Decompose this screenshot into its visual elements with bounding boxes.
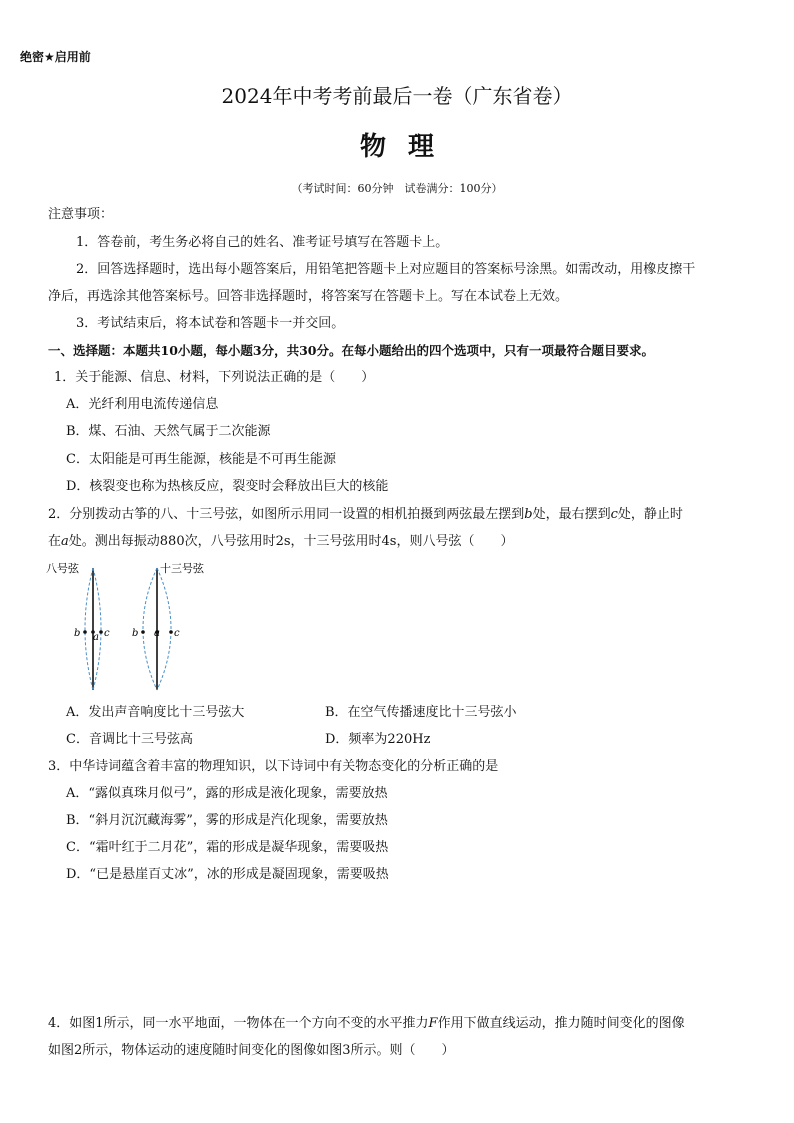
q2-option-b: B．在空气传播速度比十三号弦小: [325, 705, 517, 720]
notes-item-1: 1．答卷前，考生务必将自己的姓名、准考证号填写在答题卡上。: [76, 235, 449, 250]
label-string-8: 八号弦: [46, 562, 79, 575]
notes-item-3: 3．考试结束后，将本试卷和答题卡一并交回。: [76, 316, 345, 331]
exam-info: （考试时间：60分钟 试卷满分：100分）: [291, 182, 503, 195]
string-8-right-swing: [93, 568, 101, 690]
q2-stem-text: 2．分别拨动古筝的八、十三号弦，如图所示用同一设置的相机拍摄到两弦最左摆到: [48, 507, 525, 522]
q2-stem-text: 处，静止时: [617, 507, 683, 522]
string-8-left-swing: [85, 568, 93, 690]
q2-stem-line2: [48, 533, 513, 551]
q1-option-c: C．太阳能是可再生能源，核能是不可再生能源: [66, 452, 336, 467]
q3-option-c: C．“霜叶红于二月花”，霜的形成是凝华现象，需要吸热: [66, 840, 389, 855]
q4-var-f: F: [428, 1016, 438, 1031]
string-8-point-b: [83, 630, 87, 634]
q2-var-b: b: [524, 507, 533, 522]
notes-item-2-line2: 净后，再选涂其他答案标号。回答非选择题时，将答案写在答题卡上。写在本试卷上无效。: [48, 289, 569, 304]
q2-var-c: c: [610, 507, 618, 522]
q2-option-c: C．音调比十三号弦高: [66, 732, 193, 747]
q3-option-b: B．“斜月沉沉藏海雾”，雾的形成是汽化现象，需要放热: [66, 813, 388, 828]
exam-title: 2024年中考考前最后一卷（广东省卷）: [221, 84, 573, 108]
q1-option-b: B．煤、石油、天然气属于二次能源: [66, 424, 271, 439]
q4-stem-line2: 如图2所示，物体运动的速度随时间变化的图像如图3所示。则（ ）: [48, 1043, 455, 1058]
q2-option-a: A．发出声音响度比十三号弦大: [66, 705, 245, 720]
q2-var-a: a: [61, 534, 69, 549]
section-heading: 一、选择题：本题共10小题，每小题3分，共30分。在每小题给出的四个选项中，只有一项最符合题目要求。: [48, 343, 654, 358]
q2-strings-figure: [44, 558, 224, 698]
q4-stem-text: 作用下做直线运动，推力随时间变化的图像: [437, 1016, 685, 1031]
string-13-label-a: a: [154, 628, 160, 639]
q1-option-d: D．核裂变也称为热核反应，裂变时会释放出巨大的核能: [66, 479, 389, 494]
string-13-label-b: b: [132, 628, 139, 639]
notes-heading: 注意事项：: [48, 207, 114, 222]
q3-option-d: D．“已是悬崖百丈冰”，冰的形成是凝固现象，需要吸热: [66, 867, 389, 882]
string-13-label-c: c: [174, 628, 180, 639]
string-8-label-a: a: [93, 632, 99, 643]
q2-stem-text: 在: [48, 534, 62, 549]
q3-option-a: A．“露似真珠月似弓”，露的形成是液化现象，需要放热: [66, 786, 388, 801]
q4-stem-line1: [48, 1015, 685, 1033]
q2-stem-text: 处。测出每振动880次，八号弦用时2s，十三号弦用时4s，则八号弦（ ）: [68, 534, 514, 549]
string-8-label-b: b: [74, 628, 81, 639]
string-8-label-c: c: [104, 628, 110, 639]
string-13-point-b: [141, 630, 145, 634]
subject-title: 物理: [359, 132, 456, 162]
q2-stem-text: 处，最右摆到: [532, 507, 611, 522]
string-13-point-c: [169, 630, 173, 634]
label-string-13: 十三号弦: [160, 562, 204, 575]
q3-stem: 3．中华诗词蕴含着丰富的物理知识，以下诗词中有关物态变化的分析正确的是: [48, 759, 499, 774]
notes-item-2-line1: 2．回答选择题时，选出每小题答案后，用铅笔把答题卡上对应题目的答案标号涂黑。如需改动，用橡皮擦干: [76, 262, 696, 277]
q4-stem-text: 4．如图1所示，同一水平地面，一物体在一个方向不变的水平推力: [48, 1016, 429, 1031]
q2-option-d: D．频率为220Hz: [325, 732, 431, 747]
confidential-mark: 绝密★启用前: [20, 50, 91, 64]
string-8-point-c: [99, 630, 103, 634]
q1-stem: 1．关于能源、信息、材料，下列说法正确的是（ ）: [54, 370, 375, 385]
q1-option-a: A．光纤利用电流传递信息: [66, 397, 219, 412]
q2-stem-line1: [48, 506, 683, 524]
